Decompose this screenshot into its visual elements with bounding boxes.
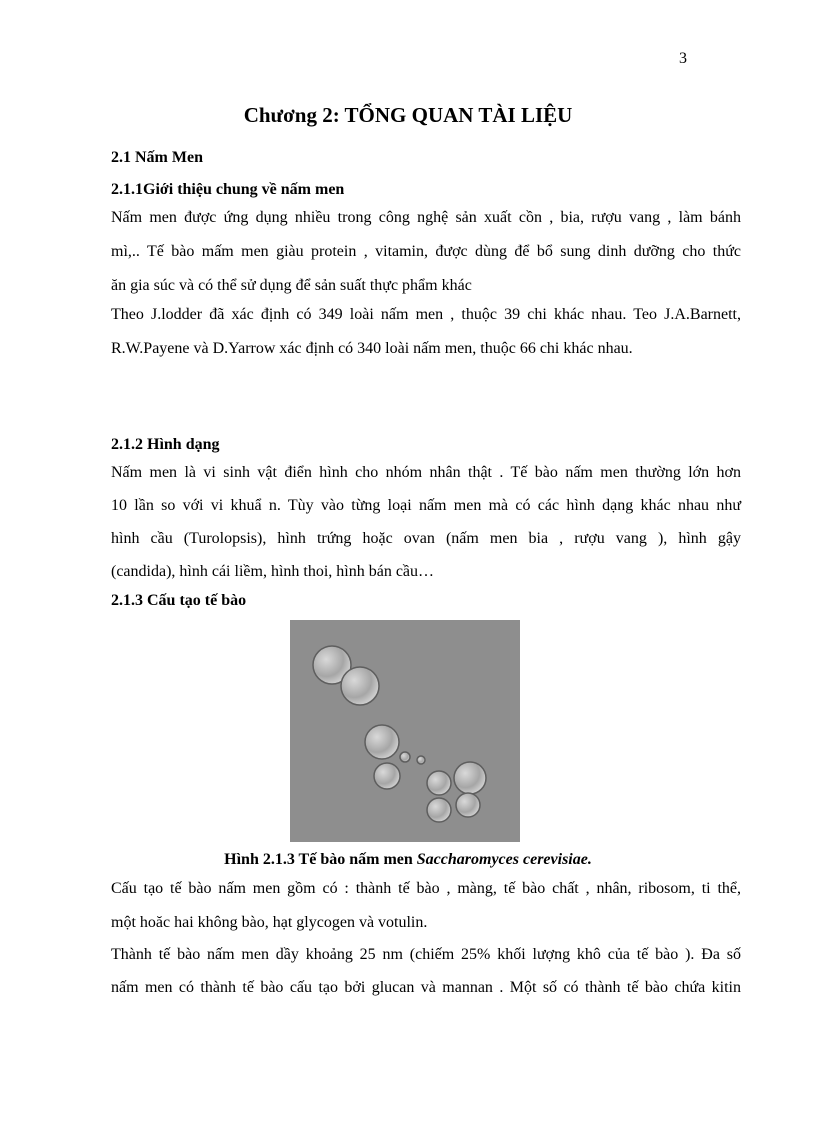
figure-caption — [0, 851, 816, 869]
page-number: 3 — [679, 50, 687, 67]
caption-species: Saccharomyces cerevisiae. — [416, 851, 592, 868]
paragraph-line: hình cầu (Turolopsis), hình trứng hoặc ovan (nấm men bia , rượu vang ), hình gậy — [111, 530, 741, 547]
paragraph-line: mì,.. Tế bào mấm men giàu protein , vitamin, được dùng để bổ sung dinh dưỡng cho thức — [111, 243, 741, 260]
chapter-title: Chương 2: TỔNG QUAN TÀI LIỆU — [243, 103, 573, 127]
paragraph-line: một hoăc hai không bào, hạt glycogen và votulin. — [111, 914, 428, 931]
paragraph-line: (candida), hình cái liềm, hình thoi, hình bán cầu… — [111, 563, 435, 580]
paragraph-line: ăn gia súc và có thể sử dụng để sản suất thực phẩm khác — [111, 277, 472, 294]
section-2-1-1-heading: 2.1.1Giới thiệu chung về nấm men — [111, 181, 345, 198]
paragraph-line: nấm men có thành tế bào cấu tạo bởi glucan và mannan . Một số có thành tế bào chứa kitin — [111, 979, 741, 996]
paragraph-line: Cấu tạo tế bào nấm men gồm có : thành tế bào , màng, tế bào chất , nhân, ribosom, ti thể, — [111, 880, 741, 897]
paragraph-line: Theo J.lodder đã xác định có 349 loài nấm men , thuộc 39 chi khác nhau. Teo J.A.Barnett, — [111, 306, 741, 323]
section-2-1-2-heading: 2.1.2 Hình dạng — [111, 436, 220, 453]
yeast-micrograph — [290, 620, 520, 842]
paragraph-line: Nấm men là vi sinh vật điển hình cho nhóm nhân thật . Tế bào nấm men thường lớn hơn — [111, 464, 741, 481]
paragraph-line: Thành tế bào nấm men dầy khoảng 25 nm (chiếm 25% khối lượng khô của tế bào ). Đa số — [111, 946, 741, 963]
caption-prefix: Hình 2.1.3 Tế bào nấm men — [224, 851, 417, 868]
section-2-1-3-heading: 2.1.3 Cấu tạo tế bào — [111, 592, 247, 609]
paragraph-line: 10 lần so với vi khuẩ n. Tùy vào từng loại nấm men mà có các hình dạng khác nhau như — [111, 497, 741, 514]
paragraph-line: R.W.Payene và D.Yarrow xác định có 340 loài nấm men, thuộc 66 chi khác nhau. — [111, 340, 633, 357]
paragraph-line: Nấm men được ứng dụng nhiều trong công nghệ sản xuất cồn , bia, rượu vang , làm bánh — [111, 209, 741, 226]
section-2-1-heading: 2.1 Nấm Men — [111, 149, 203, 166]
